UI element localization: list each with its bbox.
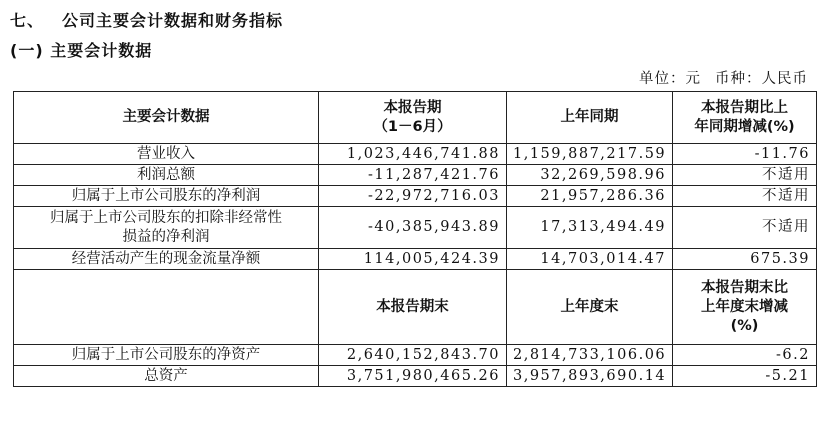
table-row — [14, 249, 817, 270]
header-change-line2: 年同期增减(%) — [694, 118, 795, 135]
header-current-period-line2: （1－6月） — [373, 118, 452, 135]
row-prior-value: 2,814,733,106.06 — [507, 345, 673, 366]
currency-label: 币种：人民币 — [715, 71, 808, 87]
section-heading — [10, 8, 283, 31]
section-number: 七、 — [10, 11, 45, 30]
row-change-value: -5.21 — [673, 366, 817, 387]
row-prior-value: 14,703,014.47 — [507, 249, 673, 270]
row-prior-value: 1,159,887,217.59 — [507, 144, 673, 165]
table-row — [14, 366, 817, 387]
key-accounting-data-table — [13, 91, 817, 387]
row-prior-value: 17,313,494.49 — [507, 207, 673, 249]
row-label: 营业收入 — [14, 144, 319, 165]
header-change-period-end-line1: 本报告期末比 — [701, 279, 788, 296]
row-change-value: -6.2 — [673, 345, 817, 366]
section-title: 公司主要会计数据和财务指标 — [62, 11, 284, 30]
header-item: 主要会计数据 — [14, 92, 319, 144]
table-header-row — [14, 92, 817, 144]
row-label: 经营活动产生的现金流量净额 — [14, 249, 319, 270]
row-change-value: -11.76 — [673, 144, 817, 165]
row-change-value: 不适用 — [673, 186, 817, 207]
table-row — [14, 186, 817, 207]
header-current-period — [319, 92, 507, 144]
table-row — [14, 345, 817, 366]
row-label-line1: 归属于上市公司股东的扣除非经常性 — [50, 209, 282, 226]
row-current-value: 3,751,980,465.26 — [319, 366, 507, 387]
header-current-period-line1: 本报告期 — [383, 99, 442, 116]
row-label: 归属于上市公司股东的净利润 — [14, 186, 319, 207]
header-prior-period: 上年同期 — [507, 92, 673, 144]
row-current-value: 114,005,424.39 — [319, 249, 507, 270]
unit-currency-line — [639, 67, 808, 88]
header-change-period-end-line3: (%) — [730, 317, 759, 334]
header-change-period-end — [673, 270, 817, 345]
table-row — [14, 165, 817, 186]
row-current-value: -40,385,943.89 — [319, 207, 507, 249]
unit-label: 单位：元 — [639, 71, 701, 87]
header-change-period-end-line2: 上年度末增减 — [701, 298, 788, 315]
row-label — [14, 207, 319, 249]
row-prior-value: 32,269,598.96 — [507, 165, 673, 186]
row-change-value: 不适用 — [673, 207, 817, 249]
table-row — [14, 144, 817, 165]
row-label: 利润总额 — [14, 165, 319, 186]
row-change-value: 675.39 — [673, 249, 817, 270]
row-label-line2: 损益的净利润 — [122, 228, 210, 245]
table-row — [14, 207, 817, 249]
header-change — [673, 92, 817, 144]
table-header-row-period-end — [14, 270, 817, 345]
header-period-end: 本报告期末 — [319, 270, 507, 345]
row-label: 总资产 — [14, 366, 319, 387]
row-current-value: -11,287,421.76 — [319, 165, 507, 186]
row-current-value: 1,023,446,741.88 — [319, 144, 507, 165]
row-change-value: 不适用 — [673, 165, 817, 186]
row-prior-value: 21,957,286.36 — [507, 186, 673, 207]
row-current-value: -22,972,716.03 — [319, 186, 507, 207]
header-change-line1: 本报告期比上 — [701, 99, 788, 116]
row-current-value: 2,640,152,843.70 — [319, 345, 507, 366]
row-prior-value: 3,957,893,690.14 — [507, 366, 673, 387]
row-label: 归属于上市公司股东的净资产 — [14, 345, 319, 366]
subsection-heading: (一) 主要会计数据 — [10, 41, 153, 60]
header-item-empty — [14, 270, 319, 345]
header-prior-year-end: 上年度末 — [507, 270, 673, 345]
